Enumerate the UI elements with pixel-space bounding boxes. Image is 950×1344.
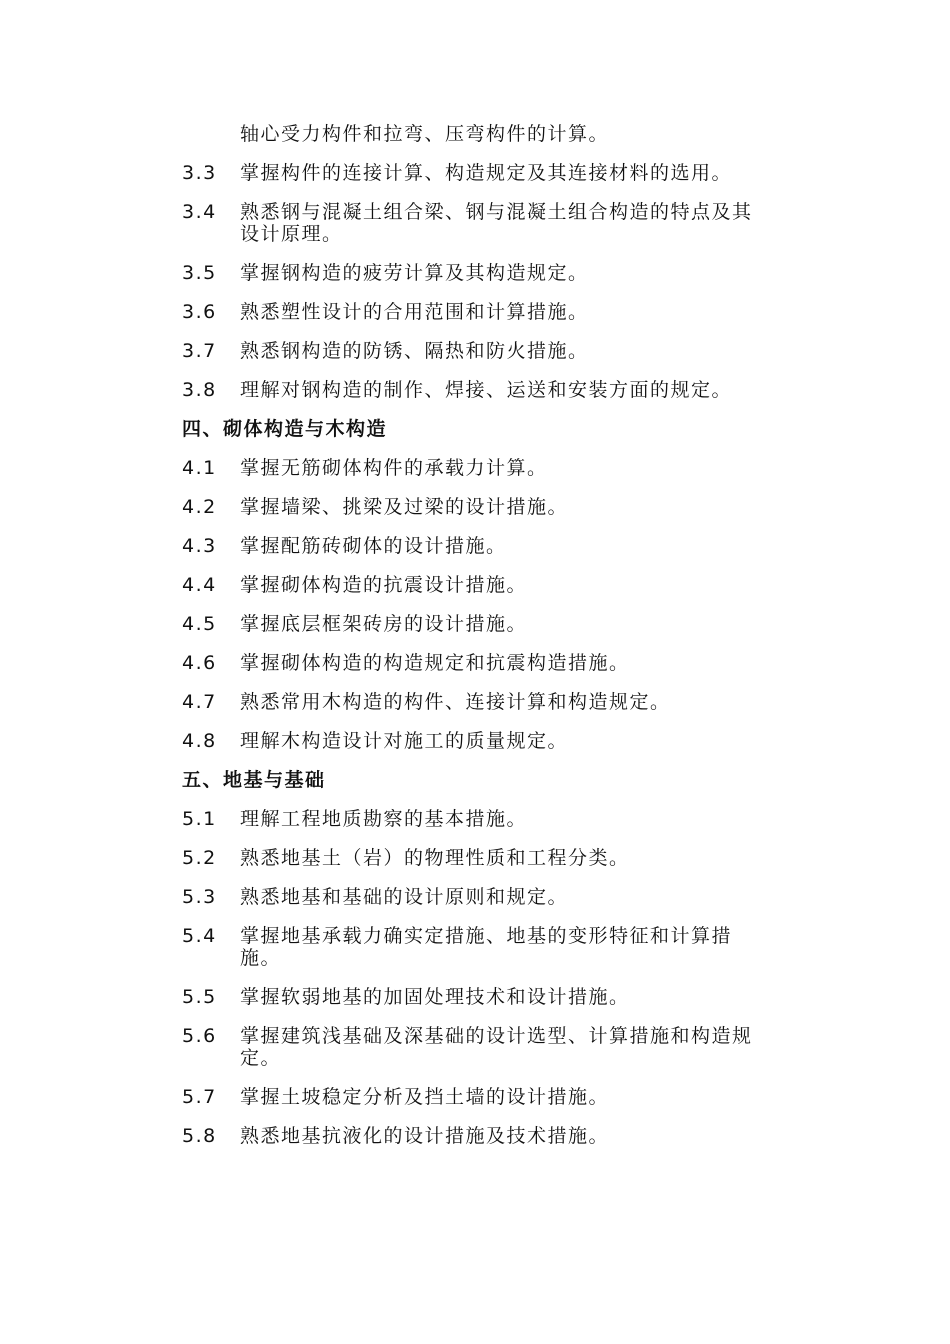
list-item (182, 847, 762, 869)
item-text: 掌握地基承载力确实定措施、地基的变形特征和计算措施。 (240, 925, 733, 969)
item-number: 3.7 (182, 340, 217, 362)
item-number: 3.6 (182, 301, 217, 323)
list-item (182, 162, 762, 184)
item-number: 3.4 (182, 201, 217, 223)
list-item (182, 1025, 762, 1069)
list-item (182, 925, 762, 969)
item-text: 理解工程地质勘察的基本措施。 (240, 808, 528, 830)
list-item (182, 1125, 762, 1147)
section-3-list (182, 162, 762, 401)
list-item (182, 808, 762, 830)
list-item (182, 301, 762, 323)
item-number: 4.7 (182, 691, 217, 713)
section-4-heading: 四、砌体构造与木构造 (182, 418, 388, 440)
section-4-list (182, 457, 762, 752)
item-number: 4.8 (182, 730, 217, 752)
item-text: 熟悉地基和基础的设计原则和规定。 (240, 886, 569, 908)
item-text: 掌握砌体构造的构造规定和抗震构造措施。 (240, 652, 630, 674)
item-text: 掌握无筋砌体构件的承载力计算。 (240, 457, 548, 479)
list-item (182, 1086, 762, 1108)
item-number: 4.4 (182, 574, 217, 596)
section-5-heading: 五、地基与基础 (182, 769, 326, 791)
item-text: 掌握底层框架砖房的设计措施。 (240, 613, 528, 635)
item-text: 熟悉地基抗液化的设计措施及技术措施。 (240, 1125, 610, 1147)
item-number: 5.7 (182, 1086, 217, 1108)
item-number: 5.1 (182, 808, 217, 830)
list-item (182, 986, 762, 1008)
item-text: 掌握土坡稳定分析及挡土墙的设计措施。 (240, 1086, 610, 1108)
item-number: 5.3 (182, 886, 217, 908)
item-number: 3.8 (182, 379, 217, 401)
list-item (182, 340, 762, 362)
continuation-line: 轴心受力构件和拉弯、压弯构件的计算。 (240, 123, 610, 145)
item-number: 3.5 (182, 262, 217, 284)
item-number: 4.3 (182, 535, 217, 557)
item-text: 熟悉常用木构造的构件、连接计算和构造规定。 (240, 691, 671, 713)
list-item (182, 457, 762, 479)
section-5-list (182, 808, 762, 1147)
item-number: 4.6 (182, 652, 217, 674)
list-item (182, 730, 762, 752)
list-item (182, 201, 762, 245)
list-item (182, 262, 762, 284)
item-number: 4.1 (182, 457, 217, 479)
item-text: 掌握钢构造的疲劳计算及其构造规定。 (240, 262, 589, 284)
item-text: 熟悉塑性设计的合用范围和计算措施。 (240, 301, 589, 323)
list-item (182, 496, 762, 518)
item-text: 掌握墙梁、挑梁及过梁的设计措施。 (240, 496, 569, 518)
item-text: 掌握构件的连接计算、构造规定及其连接材料的选用。 (240, 162, 733, 184)
list-item (182, 535, 762, 557)
item-text: 掌握配筋砖砌体的设计措施。 (240, 535, 507, 557)
item-number: 5.2 (182, 847, 217, 869)
item-text: 掌握建筑浅基础及深基础的设计选型、计算措施和构造规定。 (240, 1025, 753, 1069)
list-item (182, 574, 762, 596)
item-number: 3.3 (182, 162, 217, 184)
list-item (182, 886, 762, 908)
list-item (182, 691, 762, 713)
list-item (182, 613, 762, 635)
item-number: 5.8 (182, 1125, 217, 1147)
item-number: 4.5 (182, 613, 217, 635)
list-item (182, 379, 762, 401)
item-number: 4.2 (182, 496, 217, 518)
item-number: 5.4 (182, 925, 217, 947)
item-text: 熟悉地基土（岩）的物理性质和工程分类。 (240, 847, 630, 869)
outline-content (182, 123, 762, 1164)
item-text: 熟悉钢与混凝土组合梁、钢与混凝土组合构造的特点及其设计原理。 (240, 201, 753, 245)
list-item (182, 652, 762, 674)
item-text: 掌握软弱地基的加固处理技术和设计措施。 (240, 986, 630, 1008)
item-text: 熟悉钢构造的防锈、隔热和防火措施。 (240, 340, 589, 362)
item-text: 理解木构造设计对施工的质量规定。 (240, 730, 569, 752)
item-number: 5.5 (182, 986, 217, 1008)
item-text: 理解对钢构造的制作、焊接、运送和安装方面的规定。 (240, 379, 733, 401)
item-text: 掌握砌体构造的抗震设计措施。 (240, 574, 528, 596)
item-number: 5.6 (182, 1025, 217, 1047)
